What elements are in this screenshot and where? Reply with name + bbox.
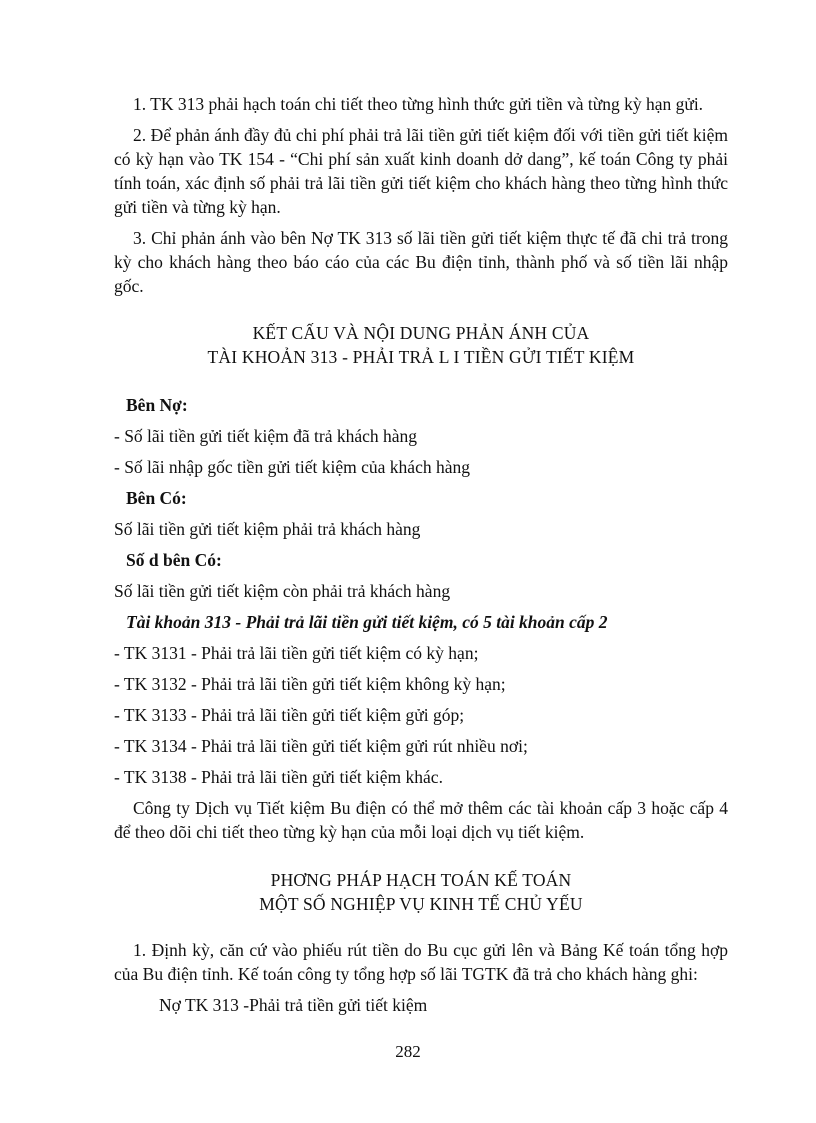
sub-account-item: - TK 3131 - Phải trả lãi tiền gửi tiết kiệm có kỳ hạn;	[114, 643, 479, 663]
rule-paragraph-3: 3. Chỉ phản ánh vào bên Nợ TK 313 số lãi tiền gửi tiết kiệm thực tế đã chi trả trong kỳ cho khách hàng theo báo cáo của các Bu điện tỉnh, thành phố và số tiền lãi nhập gốc.	[114, 228, 728, 296]
rule-paragraph-1: 1. TK 313 phải hạch toán chi tiết theo từng hình thức gửi tiền và từng kỳ hạn gửi.	[133, 94, 704, 114]
structure-heading-line-2: TÀI KHOẢN 313 - PHẢI TRẢ L I TIỀN GỬI TIẾT KIỆM	[207, 347, 635, 367]
account-note: Công ty Dịch vụ Tiết kiệm Bu điện có thể mở thêm các tài khoản cấp 3 hoặc cấp 4 để theo dõi chi tiết theo từng kỳ hạn của mỗi loại dịch vụ tiết kiệm.	[114, 798, 728, 842]
debit-side-item: - Số lãi nhập gốc tiền gửi tiết kiệm của khách hàng	[114, 457, 470, 477]
sub-account-item: - TK 3132 - Phải trả lãi tiền gửi tiết kiệm không kỳ hạn;	[114, 674, 506, 694]
sub-account-item: - TK 3138 - Phải trả lãi tiền gửi tiết kiệm khác.	[114, 767, 443, 787]
page-content	[114, 92, 728, 1017]
credit-balance-text: Số lãi tiền gửi tiết kiệm còn phải trả khách hàng	[114, 581, 451, 601]
method-heading	[114, 868, 728, 916]
debit-entry: Nợ TK 313 -Phải trả tiền gửi tiết kiệm	[159, 995, 428, 1015]
credit-side-label: Bên Có:	[126, 488, 187, 508]
sub-account-item: - TK 3133 - Phải trả lãi tiền gửi tiết kiệm gửi góp;	[114, 705, 465, 725]
rule-paragraph-2: 2. Để phản ánh đầy đủ chi phí phải trả lãi tiền gửi tiết kiệm đối với tiền gửi tiết kiệm có kỳ hạn vào TK 154 - “Chi phí sản xuất kinh doanh dở dang”, kế toán Công ty phải tính toán, xác định số phải trả lãi tiền gửi tiết kiệm cho khách hàng theo từng hình thức gửi tiền và từng kỳ hạn.	[114, 125, 728, 217]
account-title: Tài khoản 313 - Phải trả lãi tiền gửi tiết kiệm, có 5 tài khoản cấp 2	[126, 612, 608, 632]
credit-side-text: Số lãi tiền gửi tiết kiệm phải trả khách hàng	[114, 519, 421, 539]
page-number: 282	[395, 1042, 421, 1061]
debit-side-label: Bên Nợ:	[126, 395, 188, 415]
method-heading-line-2: MỘT SỐ NGHIỆP VỤ KINH TẾ CHỦ YẾU	[259, 894, 583, 914]
method-heading-line-1: PHƠNG PHÁP HẠCH TOÁN KẾ TOÁN	[270, 870, 572, 890]
structure-heading	[114, 321, 728, 369]
structure-heading-line-1: KẾT CẤU VÀ NỘI DUNG PHẢN ÁNH CỦA	[252, 323, 590, 343]
credit-balance-label: Số d bên Có:	[126, 550, 222, 570]
sub-account-item: - TK 3134 - Phải trả lãi tiền gửi tiết kiệm gửi rút nhiều nơi;	[114, 736, 528, 756]
method-paragraph-1: 1. Định kỳ, căn cứ vào phiếu rút tiền do Bu cục gửi lên và Bảng Kế toán tổng hợp của Bu điện tỉnh. Kế toán công ty tổng hợp số lãi TGTK đã trả cho khách hàng ghi:	[114, 940, 728, 984]
debit-side-item: - Số lãi tiền gửi tiết kiệm đã trả khách hàng	[114, 426, 418, 446]
